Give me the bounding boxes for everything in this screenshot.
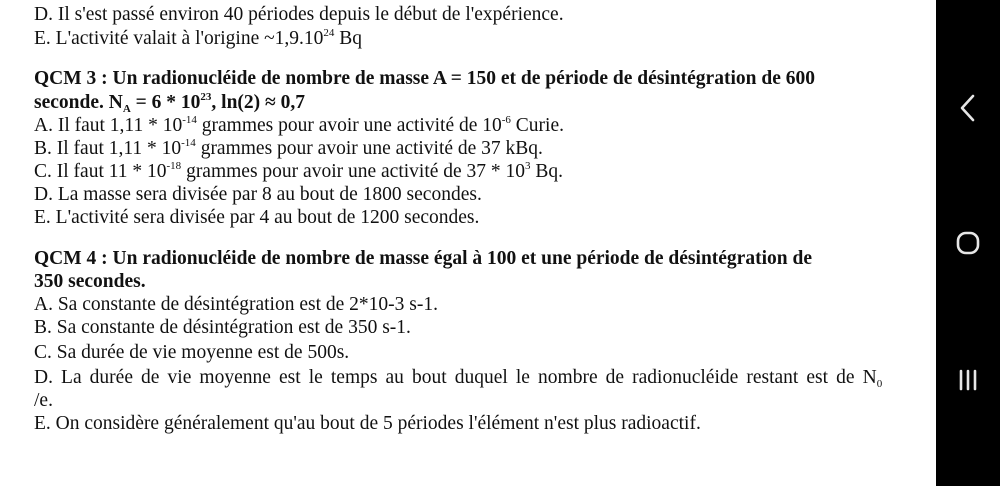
qcm4-title-line1: [34, 248, 812, 270]
qcm4-option-d-line1: [34, 367, 882, 389]
qcm3-option-d: [34, 184, 482, 206]
qcm4-option-b: [34, 317, 411, 339]
qcm3-option-a-exp2: -6: [501, 114, 511, 126]
qcm3-option-c-part3: Bq.: [530, 161, 564, 182]
qcm3-title-subscript: A: [122, 103, 131, 115]
qcm4-option-e: [34, 413, 701, 435]
qcm4-option-d-text-line2: /e.: [34, 390, 53, 411]
qcm3-option-c-part2: grammes pour avoir une activité de 37 * 10: [181, 161, 526, 182]
qcm4-option-c-text: C. Sa durée de vie moyenne est de 500s.: [34, 342, 350, 363]
qcm3-title-superscript: 23: [200, 91, 212, 103]
qcm4-option-d-text: D. La durée de vie moyenne est le temps au bout duquel le nombre de radionucléide restant est de N: [34, 367, 877, 388]
qcm3-option-b-part1: B. Il faut 1,11 * 10: [34, 138, 182, 159]
prev-option-e-unit: Bq: [334, 28, 363, 49]
qcm3-option-a-part1: A. Il faut 1,11 * 10: [34, 115, 183, 136]
prev-option-d-text: D. Il s'est passé environ 40 périodes depuis le début de l'expérience.: [34, 4, 564, 25]
qcm3-option-a: [34, 115, 564, 137]
chevron-left-icon: [956, 88, 980, 128]
qcm3-option-b-exp1: -14: [181, 137, 196, 149]
circle-home-icon: [953, 224, 983, 264]
qcm4-option-e-text: E. On considère généralement qu'au bout de 5 périodes l'élément n'est plus radioactif.: [34, 413, 701, 434]
qcm3-option-a-part2: grammes pour avoir une activité de 10: [196, 115, 502, 136]
qcm3-option-b: [34, 138, 543, 160]
qcm4-option-d-subscript: 0: [876, 378, 883, 390]
qcm4-option-a-text: A. Sa constante de désintégration est de 2*10-3 s-1.: [34, 294, 438, 315]
qcm3-title-line2: [34, 92, 305, 114]
system-navigation-bar: [936, 0, 1000, 486]
prev-option-e: [34, 28, 362, 50]
qcm4-title-line2: [34, 271, 146, 293]
qcm3-option-c-exp1: -18: [166, 160, 182, 172]
qcm3-option-a-part3: Curie.: [510, 115, 564, 136]
qcm3-option-c-exp2: 3: [525, 160, 531, 172]
qcm3-option-b-part2: grammes pour avoir une activité de 37 kBq.: [195, 138, 543, 159]
qcm3-option-e-text: E. L'activité sera divisée par 4 au bout de 1200 secondes.: [34, 207, 480, 228]
prev-option-e-text: E. L'activité valait à l'origine ~1,9.10: [34, 28, 324, 49]
qcm3-option-c-part1: C. Il faut 11 * 10: [34, 161, 167, 182]
back-button[interactable]: [936, 88, 1000, 128]
home-button[interactable]: [936, 224, 1000, 264]
qcm3-option-c: [34, 161, 563, 183]
qcm3-option-d-text: D. La masse sera divisée par 8 au bout de 1800 secondes.: [34, 184, 482, 205]
three-bars-recents-icon: [953, 360, 983, 400]
recents-button[interactable]: [936, 360, 1000, 400]
qcm4-option-d-line2: [34, 390, 53, 412]
prev-option-e-exponent: 24: [323, 27, 335, 39]
qcm4-option-b-text: B. Sa constante de désintégration est de 350 s-1.: [34, 317, 411, 338]
qcm4-title-text: QCM 4 : Un radionucléide de nombre de masse égal à 100 et une période de désintégration de: [34, 248, 812, 269]
qcm4-option-a: [34, 294, 438, 316]
prev-option-d: [34, 4, 564, 26]
qcm3-title-line2-mid: = 6 * 10: [130, 92, 201, 113]
qcm3-title-line2-prefix: seconde. N: [34, 92, 123, 113]
qcm3-option-e: [34, 207, 479, 229]
qcm3-title-line2-suffix: , ln(2) ≈ 0,7: [211, 92, 305, 113]
qcm4-option-c: [34, 342, 349, 364]
qcm3-title-text: QCM 3 : Un radionucléide de nombre de masse A = 150 et de période de désintégration de 600: [34, 68, 815, 89]
qcm4-title-text-line2: 350 secondes.: [34, 271, 146, 292]
qcm3-option-a-exp1: -14: [182, 114, 197, 126]
qcm3-title-line1: [34, 68, 815, 90]
